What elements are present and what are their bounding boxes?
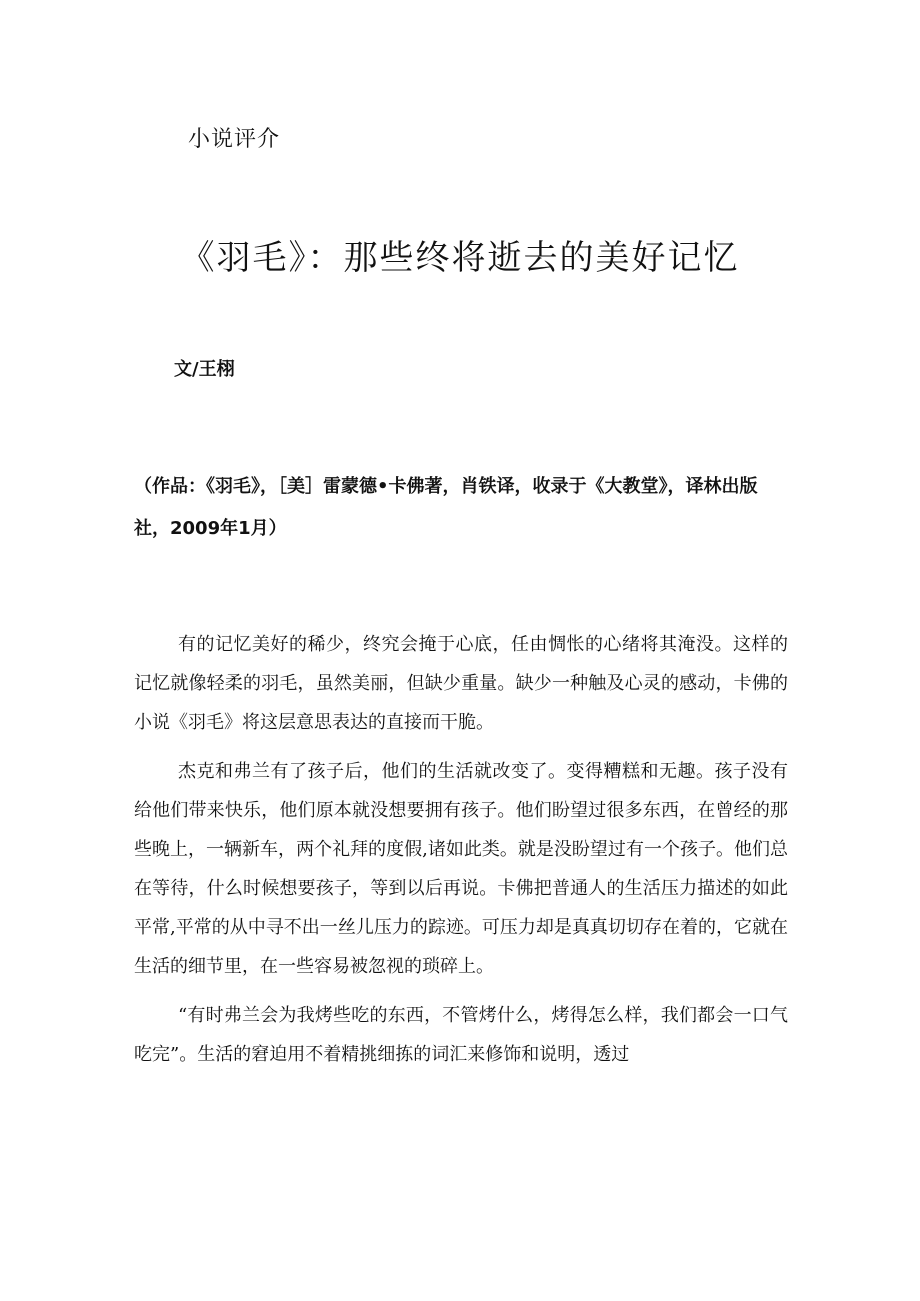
section-label: 小说评介 bbox=[188, 127, 281, 152]
paragraph: “有时弗兰会为我烤些吃的东西，不管烤什么，烤得怎么样，我们都会一口气吃完”。生活的窘迫用不着精挑细拣的词汇来修饰和说明，透过 bbox=[134, 1005, 788, 1065]
paragraph: 杰克和弗兰有了孩子后，他们的生活就改变了。变得糟糕和无趣。孩子没有给他们带来快乐，他们原本就没想要拥有孩子。他们盼望过很多东西，在曾经的那些晚上，一辆新车，两个礼拜的度假,诸如此类。就是没盼望过有一个孩子。他们总在等待，什么时候想要孩子，等到以后再说。卡佛把普通人的生活压力描述的如此平常,平常的从中寻不出一丝儿压力的踪迹。可压力却是真真切切存在着的，它就在生活的细节里，在一些容易被忽视的琐碎上。 bbox=[134, 761, 788, 977]
article-title: 《羽毛》：那些终将逝去的美好记忆 bbox=[180, 238, 740, 278]
publication-note: （作品：《羽毛》，［美］雷蒙德•卡佛著，肖铁译，收录于《大教堂》，译林出版社，2009年1月） bbox=[134, 476, 758, 539]
author-byline: 文/王栩 bbox=[174, 359, 235, 380]
paragraph: 有的记忆美好的稀少，终究会掩于心底，任由惆怅的心绪将其淹没。这样的记忆就像轻柔的羽毛，虽然美丽，但缺少重量。缺少一种触及心灵的感动，卡佛的小说《羽毛》将这层意思表达的直接而干脆。 bbox=[134, 634, 788, 733]
article-body bbox=[134, 625, 788, 1084]
